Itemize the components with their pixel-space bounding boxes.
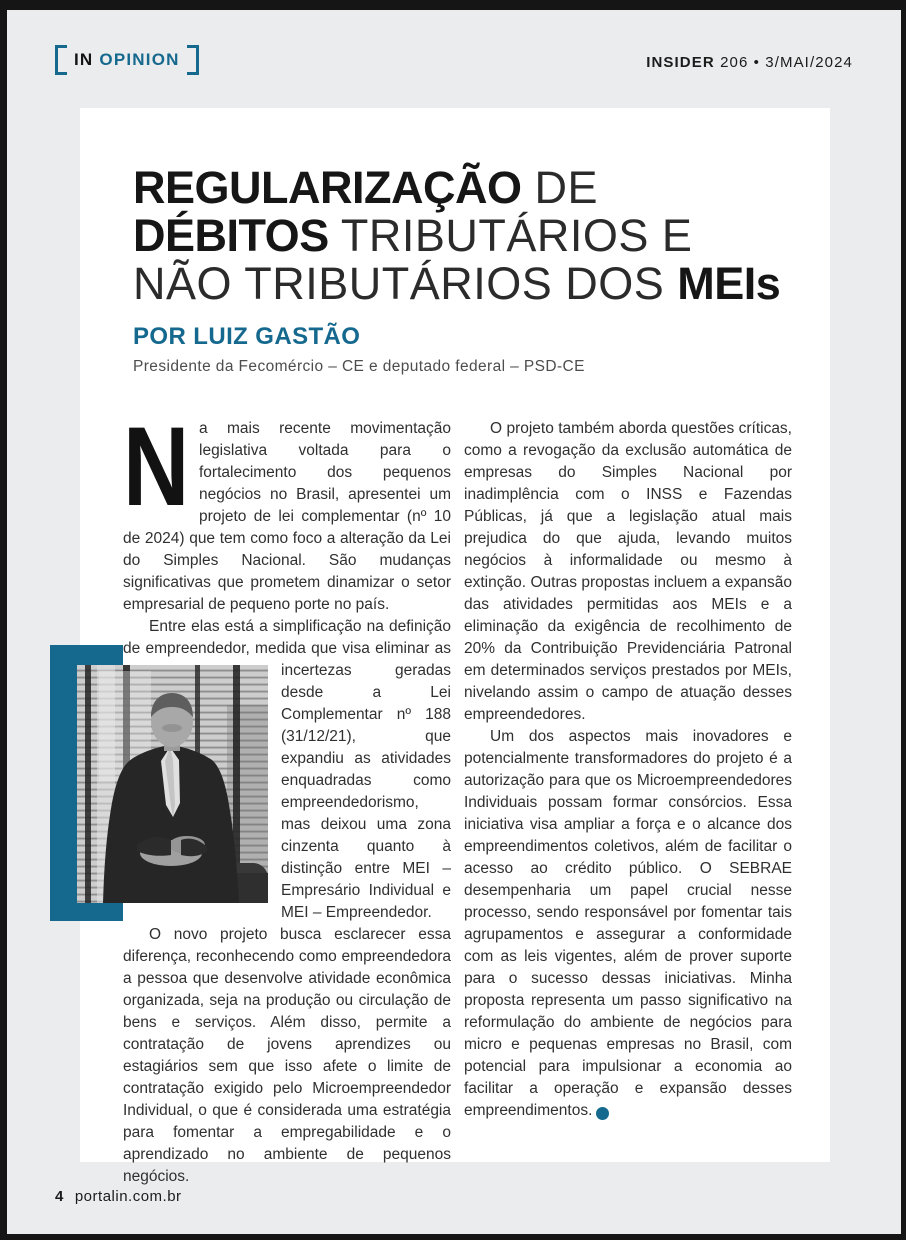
section-tag-highlight: OPINION xyxy=(99,50,180,69)
byline-author: POR LUIZ GASTÃO xyxy=(133,323,361,350)
content-sheet xyxy=(80,108,830,1185)
open-bracket-icon xyxy=(55,45,67,75)
title-line-1: REGULARIZAÇÃO DE xyxy=(133,162,598,213)
paragraph: O novo projeto busca esclarecer essa diferença, reconhecendo como empreendedora a pessoa que desenvolve atividade econômica organizada, seja na produção ou circulação de bens e serviços. Além disso, permite a contratação de jovens aprendizes ou estagiários sem que isso afete o limite de contratação exigido pelo Microempreendedor Individual, o que é considerada uma estratégia para fomentar a empregabilidade e o aprendizado no ambiente de pequenos negócios. xyxy=(123,926,451,1185)
page-number: 4 xyxy=(55,1188,64,1205)
paragraph: Entre elas está a simplificação na definição de empreendedor, medida que visa eliminar as incertezas geradas desde a Lei Complementar nº 188 (31/12/21), que expandiu as atividades enquadradas como empreendedorismo, mas deixou uma zona cinzenta quanto à distinção entre MEI – Empresário Individual e MEI – Empreendedor. xyxy=(123,616,451,924)
byline-role: Presidente da Fecomércio – CE e deputado federal – PSD-CE xyxy=(133,358,585,375)
section-tag-prefix: IN xyxy=(74,50,94,69)
paragraph: O projeto também aborda questões críticas, como a revogação da exclusão automática de empresas do Simples Nacional por inadimplência com o INSS e Fazendas Públicas, já que a legislação atual mais prejudica do que ajuda, levando muitos negócios à informalidade ou mesmo à extinção. Outras propostas incluem a expansão das atividades permitidas aos MEIs e a eliminação da exigência de recolhimento de 20% da Contribuição Previdenciária Patronal em determinados serviços prestados por MEIs, nivelando assim o campo de atuação desses empreendedores. xyxy=(464,420,792,723)
paragraph: Na mais recente movimentação legislativa voltada para o fortalecimento dos pequenos negócios no Brasil, apresentei um projeto de lei complementar (nº 10 de 2024) que tem como foco a alteração da Lei do Simples Nacional. São mudanças significativas que prometem dinamizar o setor empresarial de pequeno porte no país. xyxy=(123,404,451,613)
drop-cap: N xyxy=(123,404,190,529)
close-bracket-icon xyxy=(187,45,199,75)
column-2 xyxy=(464,418,792,1188)
issue-info xyxy=(646,54,853,71)
article-title xyxy=(133,164,830,308)
author-photo xyxy=(77,665,268,903)
column-1 xyxy=(123,404,451,1188)
issue-meta: 206 • 3/MAI/2024 xyxy=(720,54,853,71)
portrait-photo xyxy=(77,665,268,903)
magazine-name: INSIDER xyxy=(646,54,715,71)
article-end-icon: ✱ xyxy=(596,1107,609,1120)
page-footer xyxy=(55,1188,182,1205)
title-line-2: DÉBITOS TRIBUTÁRIOS E xyxy=(133,210,693,261)
paragraph: Um dos aspectos mais inovadores e potencialmente transformadores do projeto é a autorização para que os Microempreendedores Individuais possam formar consórcios. Essa iniciativa visa ampliar a força e o alcance dos empreendimentos coletivos, além de facilitar o acesso ao crédito público. O SEBRAE desempenharia um papel crucial nesse processo, sendo responsável por fomentar tais agrupamentos e assegurar a conformidade com as leis vigentes, além de prover suporte para o sucesso dessas iniciativas. Minha proposta representa um passo significativo na reformulação do ambiente de negócios para micro e pequenas empresas no Brasil, com potencial para impulsionar a economia ao facilitar a operação e expansão desses empreendimentos. ✱ xyxy=(464,728,792,1119)
title-line-3: NÃO TRIBUTÁRIOS DOS MEIs xyxy=(133,258,781,309)
site-url: portalin.com.br xyxy=(74,1188,182,1205)
section-tag xyxy=(55,46,199,74)
article-body xyxy=(80,404,830,1188)
section-tag-label xyxy=(74,50,180,70)
